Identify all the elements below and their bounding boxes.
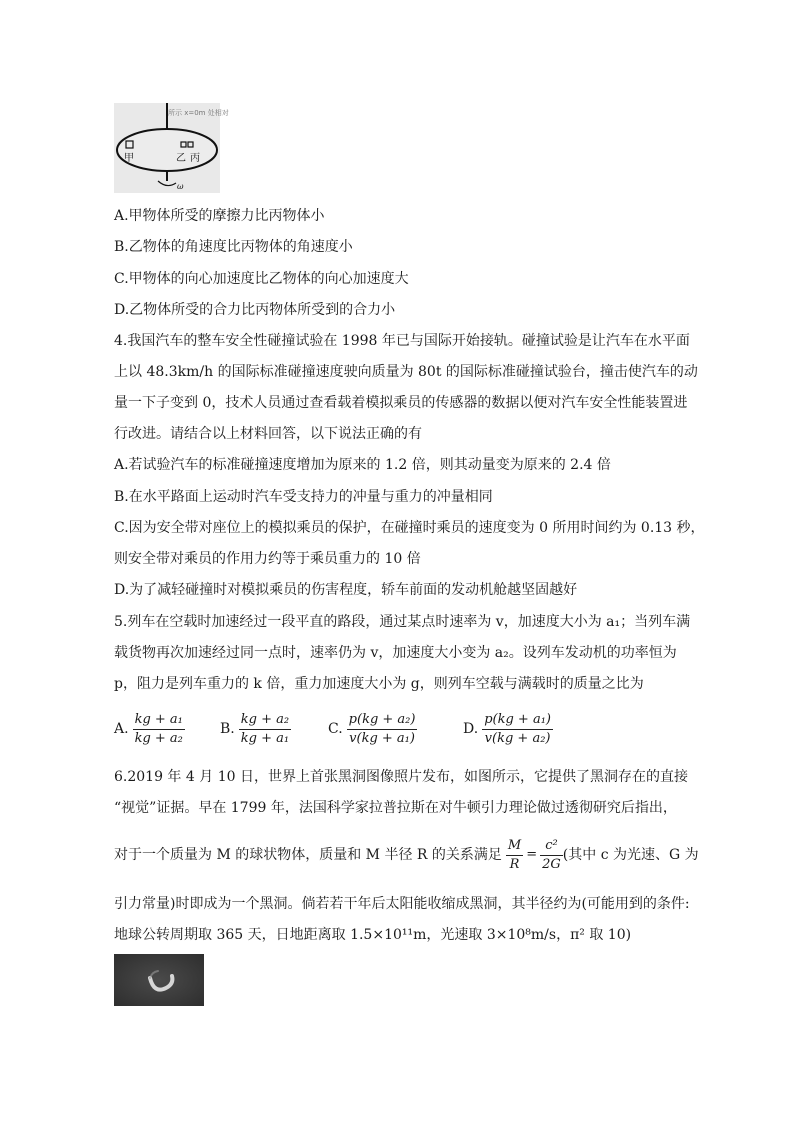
option-label: C. bbox=[328, 721, 343, 737]
q3-option-c: C.甲物体的向心加速度比乙物体的向心加速度大 bbox=[114, 271, 409, 287]
q6-tail-line: 地球公转周期取 365 天，日地距离取 1.5×10¹¹m，光速取 3×10⁸m/s，π² 取 10) bbox=[114, 927, 632, 943]
q4-stem-line: 4.我国汽车的整车安全性碰撞试验在 1998 年已与国际开始接轨。碰撞试验是让汽车在水平面 bbox=[114, 333, 690, 349]
fraction-denominator: v(kg + a₁) bbox=[349, 730, 415, 746]
q5-option-d bbox=[463, 706, 553, 752]
formula-pre-text: 对于一个质量为 M 的球状物体，质量和 M 半径 R 的关系满足 bbox=[114, 847, 502, 863]
option-fraction bbox=[133, 711, 185, 748]
black-hole-image bbox=[114, 954, 204, 1006]
q6-stem-line: 6.2019 年 4 月 10 日，世界上首张黑洞图像照片发布，如图所示，它提供了黑洞存在的直接 bbox=[114, 769, 688, 785]
q4-option-a: A.若试验汽车的标准碰撞速度增加为原来的 1.2 倍，则其动量变为原来的 2.4 倍 bbox=[114, 457, 611, 473]
q4-option-d: D.为了减轻碰撞时对模拟乘员的伤害程度，轿车前面的发动机舱越坚固越好 bbox=[114, 582, 578, 598]
q3-option-a: A.甲物体所受的摩擦力比丙物体小 bbox=[114, 208, 325, 224]
option-label: D. bbox=[463, 721, 479, 737]
rotating-disc-figure bbox=[114, 103, 229, 193]
fraction-numerator: M bbox=[506, 837, 523, 856]
q5-stem-line: 5.列车在空载时加速经过一段平直的路段，通过某点时速率为 v，加速度大小为 a₁；当列车满 bbox=[114, 614, 691, 630]
option-label: A. bbox=[114, 721, 129, 737]
label-omega: ω bbox=[177, 182, 184, 191]
fraction-denominator: 2G bbox=[542, 856, 561, 872]
option-fraction bbox=[347, 711, 418, 748]
disc-ellipse bbox=[117, 129, 217, 171]
formula-left-fraction bbox=[506, 837, 523, 874]
fraction-numerator: c² bbox=[540, 837, 563, 856]
q6-tail-line: 引力常量)时即成为一个黑洞。倘若若干年后太阳能收缩成黑洞，其半径约为(可能用到的条件: bbox=[114, 896, 690, 912]
q4-option-c-cont: 则安全带对乘员的作用力约等于乘员重力的 10 倍 bbox=[114, 551, 421, 567]
fraction-numerator: p(kg + a₂) bbox=[347, 711, 418, 730]
q5-stem-line: p，阻力是列车重力的 k 倍，重力加速度大小为 g，则列车空载与满载时的质量之比为 bbox=[114, 676, 644, 692]
fraction-denominator: v(kg + a₂) bbox=[484, 730, 551, 746]
q5-stem-line: 载货物再次加速经过同一点时，速率仍为 v，加速度大小变为 a₂。设列车发动机的功率恒为 bbox=[114, 645, 677, 661]
black-hole-photo bbox=[114, 954, 204, 1006]
fraction-numerator: kg + a₂ bbox=[239, 711, 291, 730]
fraction-denominator: kg + a₂ bbox=[134, 730, 183, 746]
fraction-numerator: p(kg + a₁) bbox=[482, 711, 553, 730]
q3-option-b: B.乙物体的角速度比丙物体的角速度小 bbox=[114, 239, 353, 255]
q6-formula-line bbox=[114, 833, 699, 877]
q6-stem-line: “视觉”证据。早在 1799 年，法国科学家拉普拉斯在对牛顿引力理论做过透彻研究后指出， bbox=[114, 800, 677, 816]
option-fraction bbox=[239, 711, 291, 748]
q4-option-c: C.因为安全带对座位上的模拟乘员的保护，在碰撞时乘员的速度变为 0 所用时间约为 0.13 秒， bbox=[114, 520, 705, 536]
formula-equals: = bbox=[526, 847, 538, 862]
label-yi: 乙 bbox=[176, 153, 186, 164]
fraction-denominator: kg + a₁ bbox=[240, 730, 290, 746]
label-bing: 丙 bbox=[190, 153, 200, 164]
formula-post-text: (其中 c 为光速、G 为 bbox=[562, 847, 699, 863]
fraction-denominator: R bbox=[509, 856, 520, 872]
q5-option-a bbox=[114, 706, 185, 752]
option-label: B. bbox=[220, 721, 235, 737]
q5-option-c bbox=[328, 706, 417, 752]
option-fraction bbox=[482, 711, 553, 748]
q3-option-d: D.乙物体所受的合力比丙物体所受到的合力小 bbox=[114, 302, 396, 318]
formula-right-fraction bbox=[540, 837, 563, 874]
q4-stem-line: 量一下子变到 0，技术人员通过查看载着模拟乘员的传感器的数据以便对汽车安全性能装置进 bbox=[114, 395, 688, 411]
q5-option-b bbox=[220, 706, 291, 752]
figure-top-text: 所示 x=0m 处相对 bbox=[168, 109, 229, 117]
fraction-numerator: kg + a₁ bbox=[133, 711, 185, 730]
q4-stem-line: 上以 48.3km/h 的国际标准碰撞速度驶向质量为 80t 的国际标准碰撞试验台，撞击使汽车的动 bbox=[114, 364, 698, 380]
label-jia: 甲 bbox=[124, 153, 134, 164]
q4-stem-line: 行改进。请结合以上材料回答，以下说法正确的有 bbox=[114, 426, 422, 442]
q4-option-b: B.在水平路面上运动时汽车受支持力的冲量与重力的冲量相同 bbox=[114, 489, 493, 505]
rotating-disc-diagram bbox=[114, 103, 229, 193]
